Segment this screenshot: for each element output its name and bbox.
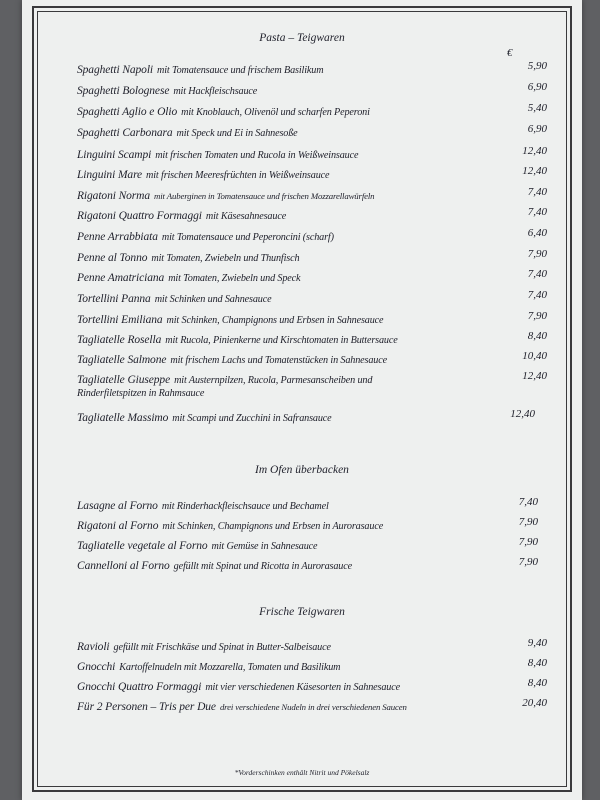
item-name: Spaghetti Bolognese [77,85,170,97]
item-description: mit frischen Meeresfrüchten in Weißweinsauce [146,170,330,181]
item-description: mit Tomaten, Zwiebeln und Speck [168,273,301,284]
item-description: mit Schinken und Sahnesauce [154,294,272,305]
item-name: Rigatoni Norma [77,190,151,202]
item-description: mit Rucola, Pinienkerne und Kirschtomaten in Buttersauce [165,335,398,346]
item-price: 12,40 [510,408,535,420]
item-name: Cannelloni al Forno [77,560,170,572]
item-price: 10,40 [522,350,547,362]
item-price: 20,40 [522,697,547,709]
item-description: gefüllt mit Frischkäse und Spinat in Butter-Salbeisauce [113,642,331,653]
item-price: 5,90 [527,60,547,72]
menu-item [77,310,547,326]
item-name: Gnocchi [77,661,116,673]
currency-symbol: € [507,48,513,59]
item-description: mit Knoblauch, Olivenöl und scharfen Peperoni [181,107,370,118]
item-name: Tagliatelle Giuseppe [77,374,171,386]
menu-item [77,697,547,713]
item-name: Penne al Tonno [77,252,148,264]
item-name: Tagliatelle Massimo [77,412,169,424]
item-description: mit Tomaten, Zwiebeln und Thunfisch [151,253,300,264]
menu-item [77,330,547,346]
menu-item [77,536,547,552]
item-description: mit Auberginen in Tomatensauce und frischen Mozzarellawürfeln [154,191,375,201]
item-price: 8,40 [527,677,547,689]
item-price: 12,40 [522,145,547,157]
item-description: gefüllt mit Spinat und Ricotta in Aurorasauce [173,561,352,572]
item-description: mit Austernpilzen, Rucola, Parmesanscheiben und [174,375,373,386]
item-name: Für 2 Personen – Tris per Due [77,701,216,713]
item-description: mit Rinderhackfleischsauce und Bechamel [161,501,329,512]
item-price: 7,40 [527,289,547,301]
item-price: 7,40 [527,206,547,218]
item-price: 12,40 [522,165,547,177]
section-title-oven: Im Ofen überbacken [255,464,349,476]
menu-item [77,123,547,139]
menu-item [77,268,547,284]
item-description: mit Tomatensauce und frischem Basilikum [157,65,324,76]
menu-item [77,165,547,181]
item-price: 7,90 [518,536,538,548]
item-description: mit Scampi und Zucchini in Safransauce [172,413,332,424]
item-price: 8,40 [527,657,547,669]
item-name: Linguini Mare [77,169,143,181]
item-description: mit Käsesahnesauce [205,211,287,222]
item-description: mit Schinken, Champignons und Erbsen in Sahnesauce [166,315,384,326]
menu-item [77,556,547,572]
menu-item [77,370,547,386]
item-description: mit Tomatensauce und Peperoncini (scharf) [161,232,334,243]
item-name: Ravioli [77,641,110,653]
menu-item [77,677,547,693]
menu-item [77,81,547,97]
item-price: 7,90 [527,248,547,260]
item-description: mit Gemüse in Sahnesauce [211,541,318,552]
menu-item [77,657,547,673]
item-price: 6,90 [527,81,547,93]
item-description: mit Hackfleischsauce [173,86,258,97]
item-price: 5,40 [527,102,547,114]
item-description: mit Speck und Ei in Sahnesoße [176,128,298,139]
item-name: Rigatoni al Forno [77,520,159,532]
menu-item [77,496,547,512]
menu-item [77,637,547,653]
item-price: 8,40 [527,330,547,342]
item-name: Penne Amatriciana [77,272,165,284]
menu-page [22,0,582,800]
item-name: Spaghetti Aglio e Olio [77,106,178,118]
menu-item [77,186,547,202]
item-price: 12,40 [522,370,547,382]
item-description: mit frischen Tomaten und Rucola in Weißweinsauce [155,150,359,161]
menu-item [77,248,547,264]
item-description: drei verschiedene Nudeln in drei verschiedenen Saucen [219,702,407,712]
menu-item [77,145,547,161]
item-description-continued: Rinderfiletspitzen in Rahmsauce [77,388,205,399]
item-name: Rigatoni Quattro Formaggi [77,210,202,222]
menu-item [77,227,547,243]
item-description: mit Schinken, Champignons und Erbsen in Aurorasauce [162,521,384,532]
item-name: Penne Arrabbiata [77,231,158,243]
menu-item [77,408,547,424]
item-name: Gnocchi Quattro Formaggi [77,681,202,693]
item-description: mit vier verschiedenen Käsesorten in Sahnesauce [205,682,400,693]
item-name: Tagliatelle Rosella [77,334,162,346]
item-name: Tagliatelle Salmone [77,354,167,366]
item-price: 9,40 [527,637,547,649]
item-price: 6,40 [527,227,547,239]
footnote: *Vorderschinken enthält Nitrit und Pökelsalz [234,768,370,777]
item-name: Tortellini Panna [77,293,151,305]
item-name: Linguini Scampi [77,149,152,161]
item-price: 7,90 [527,310,547,322]
item-price: 7,90 [518,516,538,528]
item-name: Spaghetti Napoli [77,64,154,76]
item-name: Lasagne al Forno [77,500,158,512]
item-price: 7,40 [518,496,538,508]
menu-item [77,206,547,222]
menu-content [22,0,582,800]
item-name: Tagliatelle vegetale al Forno [77,540,208,552]
section-title-fresh: Frische Teigwaren [259,606,345,618]
menu-item [77,102,547,118]
item-name: Spaghetti Carbonara [77,127,173,139]
item-description: Kartoffelnudeln mit Mozzarella, Tomaten und Basilikum [119,662,341,673]
item-name: Tortellini Emiliana [77,314,163,326]
item-price: 7,40 [527,268,547,280]
item-price: 7,90 [518,556,538,568]
item-description: mit frischem Lachs und Tomatenstücken in Sahnesauce [170,355,387,366]
menu-item [77,350,547,366]
menu-item [77,516,547,532]
section-title-pasta: Pasta – Teigwaren [259,32,345,44]
menu-item [77,289,547,305]
item-price: 7,40 [527,186,547,198]
item-price: 6,90 [527,123,547,135]
menu-item [77,60,547,76]
